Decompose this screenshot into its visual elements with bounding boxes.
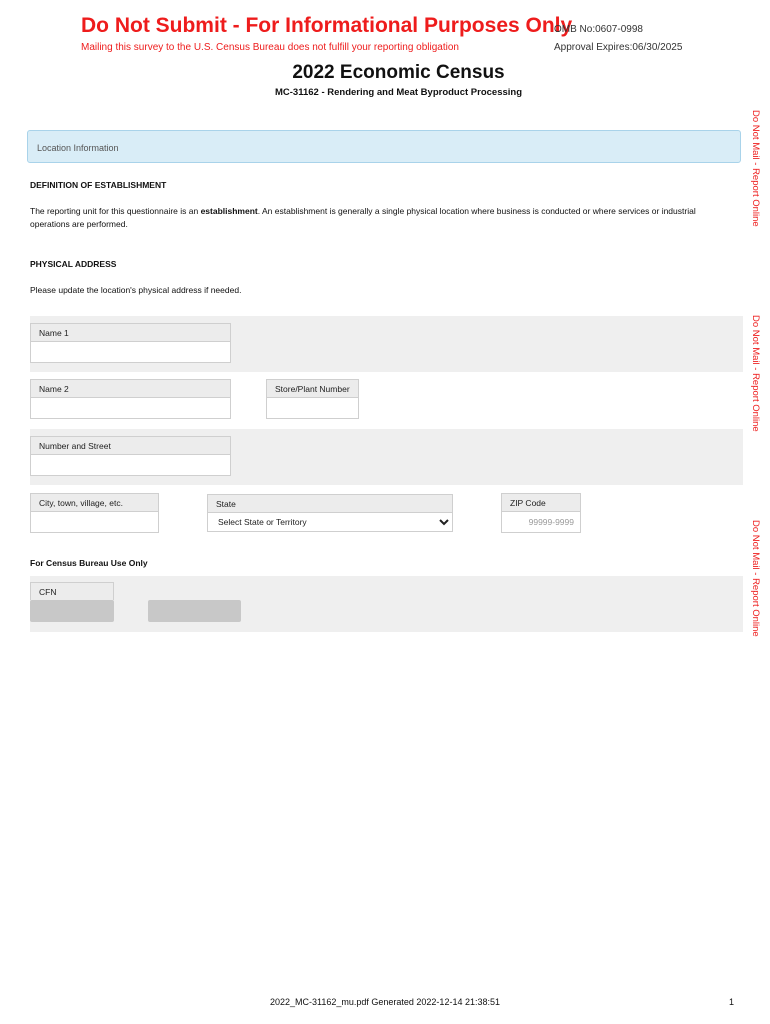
census-use-box xyxy=(148,600,241,622)
zip-label: ZIP Code xyxy=(501,493,581,511)
state-select[interactable] xyxy=(207,512,453,532)
definition-text-start: The reporting unit for this questionnaire is an xyxy=(30,206,201,216)
side-note-do-not-mail: Do Not Mail - Report Online xyxy=(750,315,761,432)
city-input[interactable] xyxy=(30,511,159,533)
name1-input[interactable] xyxy=(30,341,231,363)
name1-field xyxy=(30,323,231,363)
definition-heading: DEFINITION OF ESTABLISHMENT xyxy=(30,180,167,190)
cfn-value-box xyxy=(30,600,114,622)
side-note-do-not-mail: Do Not Mail - Report Online xyxy=(750,110,761,227)
definition-bold-term: establishment xyxy=(200,206,258,216)
do-not-submit-banner: Do Not Submit - For Informational Purposes Only xyxy=(81,14,573,37)
footer-generated-text: 2022_MC-31162_mu.pdf Generated 2022-12-14 21:38:51 xyxy=(269,997,500,1007)
zip-input[interactable] xyxy=(501,511,581,533)
name1-label: Name 1 xyxy=(30,323,231,341)
state-field xyxy=(207,494,453,532)
zip-field xyxy=(501,493,581,533)
cfn-label: CFN xyxy=(30,582,114,600)
store-plant-label: Store/Plant Number xyxy=(266,379,359,397)
form-title: 2022 Economic Census xyxy=(292,62,505,83)
location-information-bar xyxy=(27,130,741,163)
physical-address-heading: PHYSICAL ADDRESS xyxy=(30,259,117,269)
name2-field xyxy=(30,379,231,419)
name2-label: Name 2 xyxy=(30,379,231,397)
street-input[interactable] xyxy=(30,454,231,476)
mailing-notice: Mailing this survey to the U.S. Census Bureau does not fulfill your reporting obligation xyxy=(81,42,459,53)
store-plant-field xyxy=(266,379,359,419)
definition-text-end: . An establishment is generally a single physical location where business is conducted or where services or industrial operations are performed. xyxy=(30,206,696,229)
street-field xyxy=(30,436,231,476)
census-use-row xyxy=(30,576,743,632)
census-use-heading: For Census Bureau Use Only xyxy=(30,558,148,568)
state-label: State xyxy=(207,494,453,512)
definition-text xyxy=(30,205,730,231)
side-note-do-not-mail: Do Not Mail - Report Online xyxy=(750,520,761,637)
omb-number: OMB No:0607-0998 xyxy=(554,24,643,35)
store-plant-input[interactable] xyxy=(266,397,359,419)
approval-expiration: Approval Expires:06/30/2025 xyxy=(554,42,683,53)
city-field xyxy=(30,493,159,533)
form-subtitle: MC-31162 - Rendering and Meat Byproduct Processing xyxy=(274,87,523,98)
physical-address-instruction: Please update the location's physical address if needed. xyxy=(30,285,242,295)
cfn-field xyxy=(30,582,114,622)
location-information-label: Location Information xyxy=(37,143,119,153)
page-number: 1 xyxy=(729,997,735,1007)
city-label: City, town, village, etc. xyxy=(30,493,159,511)
name2-input[interactable] xyxy=(30,397,231,419)
street-label: Number and Street xyxy=(30,436,231,454)
